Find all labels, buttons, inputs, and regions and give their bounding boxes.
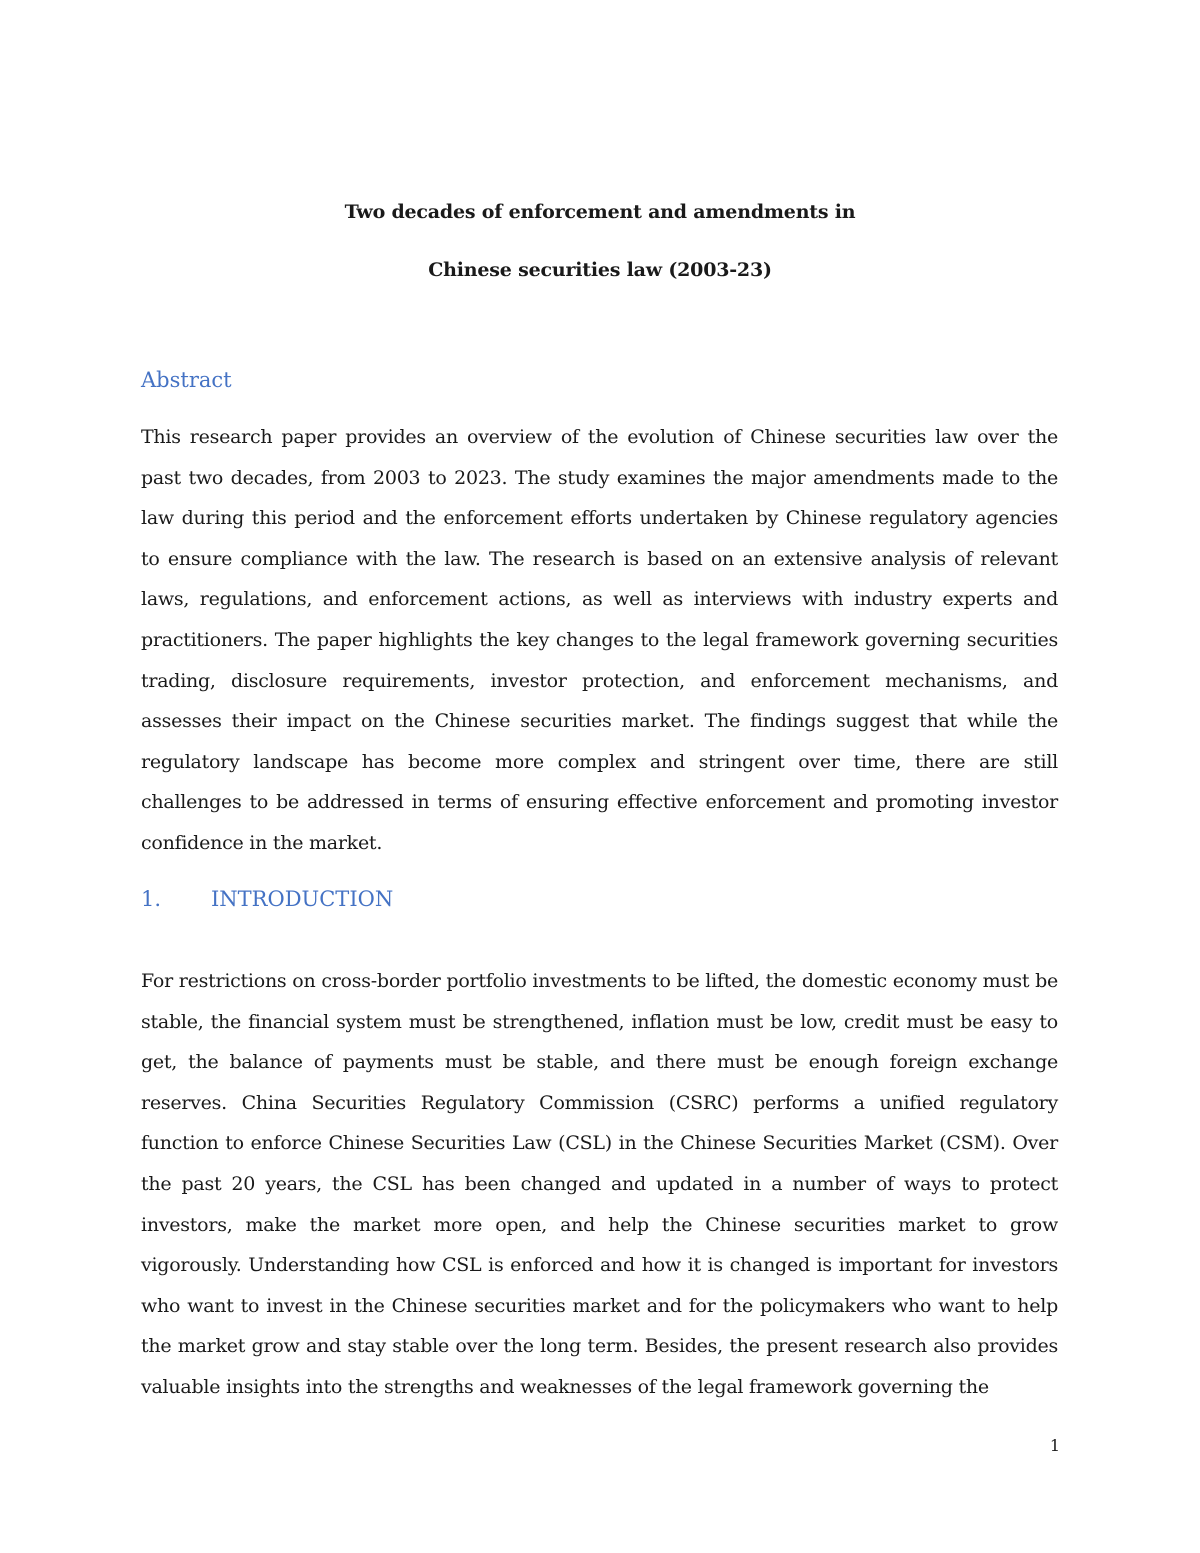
introduction-heading xyxy=(141,886,393,912)
paper-title-line-2: Chinese securities law (2003-23) xyxy=(428,259,772,281)
section-number: 1. xyxy=(141,887,162,911)
abstract-paragraph: This research paper provides an overview of the evolution of Chinese securities law over the past two decades, from 2003 to 2023. The study examines the major amendments made to the law during this period and the enforcement efforts undertaken by Chinese regulatory agencies to ensure compliance with the law. The research is based on an extensive analysis of relevant laws, regulations, and enforcement actions, as well as interviews with industry experts and practitioners. The paper highlights the key changes to the legal framework governing securities trading, disclosure requirements, investor protection, and enforcement mechanisms, and assesses their impact on the Chinese securities market. The findings suggest that while the regulatory landscape has become more complex and stringent over time, there are still challenges to be addressed in terms of ensuring effective enforcement and promoting investor confidence in the market. xyxy=(141,426,1058,854)
page-number: 1 xyxy=(1049,1436,1060,1455)
introduction-paragraph: For restrictions on cross-border portfolio investments to be lifted, the domestic economy must be stable, the financial system must be strengthened, inflation must be low, credit must be easy to get, the balance of payments must be stable, and there must be enough foreign exchange reserves. China Securities Regulatory Commission (CSRC) performs a unified regulatory function to enforce Chinese Securities Law (CSL) in the Chinese Securities Market (CSM). Over the past 20 years, the CSL has been changed and updated in a number of ways to protect investors, make the market more open, and help the Chinese securities market to grow vigorously. Understanding how CSL is enforced and how it is changed is important for investors who want to invest in the Chinese securities market and for the policymakers who want to help the market grow and stay stable over the long term. Besides, the present research also provides valuable insights into the strengths and weaknesses of the legal framework governing the xyxy=(141,970,1058,1398)
section-title: INTRODUCTION xyxy=(211,887,394,911)
paper-title-line-1: Two decades of enforcement and amendments in xyxy=(344,201,856,223)
abstract-heading: Abstract xyxy=(141,368,232,392)
